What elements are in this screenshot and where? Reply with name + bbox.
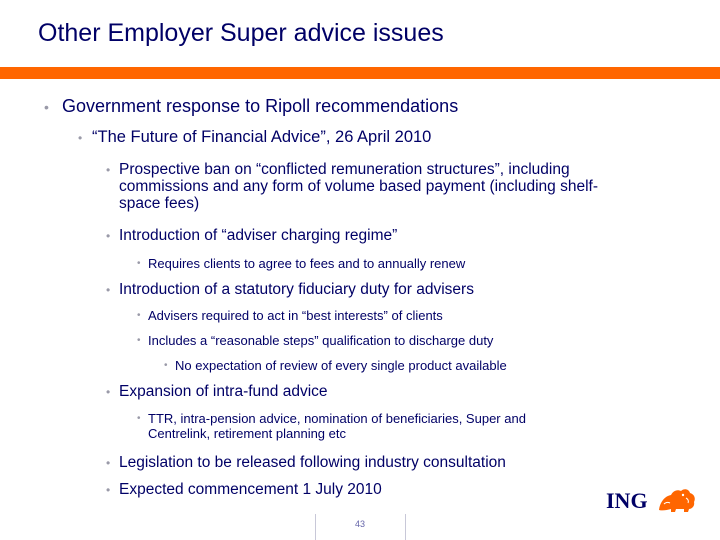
bullet-text: Requires clients to agree to fees and to annually renew <box>148 256 466 271</box>
bullet-text-line: Prospective ban on “conflicted remuneration structures”, including <box>119 161 570 178</box>
bullet-text-line: TTR, intra-pension advice, nomination of beneficiaries, Super and <box>148 411 526 426</box>
bullet-level4 <box>137 411 526 441</box>
bullet-text-line: space fees) <box>119 195 200 212</box>
bullet-marker: • <box>106 456 111 470</box>
bullet-marker: • <box>44 99 49 115</box>
bullet-marker: • <box>137 310 141 321</box>
bullet-marker: • <box>78 131 83 145</box>
bullet-level2 <box>78 128 432 147</box>
footer-divider-right <box>405 514 406 540</box>
footer-divider-left <box>315 514 316 540</box>
bullet-level3 <box>106 454 506 471</box>
bullet-text: Introduction of a statutory fiduciary duty for advisers <box>119 281 474 298</box>
bullet-text-line: commissions and any form of volume based payment (including shelf- <box>119 178 599 195</box>
logo-wordmark: ING <box>606 488 648 513</box>
bullet-text: No expectation of review of every single product available <box>175 358 507 373</box>
bullet-level3 <box>106 383 328 400</box>
bullet-text: Introduction of “adviser charging regime” <box>119 227 398 244</box>
bullet-text: Advisers required to act in “best interests” of clients <box>148 308 443 323</box>
bullet-marker: • <box>164 360 168 371</box>
ing-logo <box>606 484 700 514</box>
bullet-marker: • <box>106 483 111 497</box>
bullet-level3 <box>106 281 474 298</box>
bullet-level5 <box>164 358 507 373</box>
bullet-marker: • <box>106 163 111 177</box>
bullet-text: “The Future of Financial Advice”, 26 April 2010 <box>92 128 432 146</box>
page-number: 43 <box>354 519 365 529</box>
bullet-level4 <box>137 333 494 348</box>
bullet-level4 <box>137 256 466 271</box>
bullet-marker: • <box>137 258 141 269</box>
bullet-level3 <box>106 481 382 498</box>
bullet-marker: • <box>137 335 141 346</box>
bullet-marker: • <box>106 283 111 297</box>
bullet-level4 <box>137 308 443 323</box>
bullet-marker: • <box>106 229 111 243</box>
slide-title: Other Employer Super advice issues <box>38 19 444 47</box>
bullet-marker: • <box>106 385 111 399</box>
lion-icon <box>656 484 698 514</box>
bullet-text-line: Centrelink, retirement planning etc <box>148 426 346 441</box>
bullet-level3 <box>106 227 398 244</box>
bullet-text: Expected commencement 1 July 2010 <box>119 481 382 498</box>
bullet-marker: • <box>137 413 141 424</box>
bullet-level3 <box>106 161 599 212</box>
bullet-text: Expansion of intra-fund advice <box>119 383 328 400</box>
bullet-text: Legislation to be released following industry consultation <box>119 454 506 471</box>
bullet-text: Government response to Ripoll recommendations <box>62 96 459 116</box>
bullet-level1 <box>44 96 459 117</box>
bullet-text: Includes a “reasonable steps” qualification to discharge duty <box>148 333 494 348</box>
